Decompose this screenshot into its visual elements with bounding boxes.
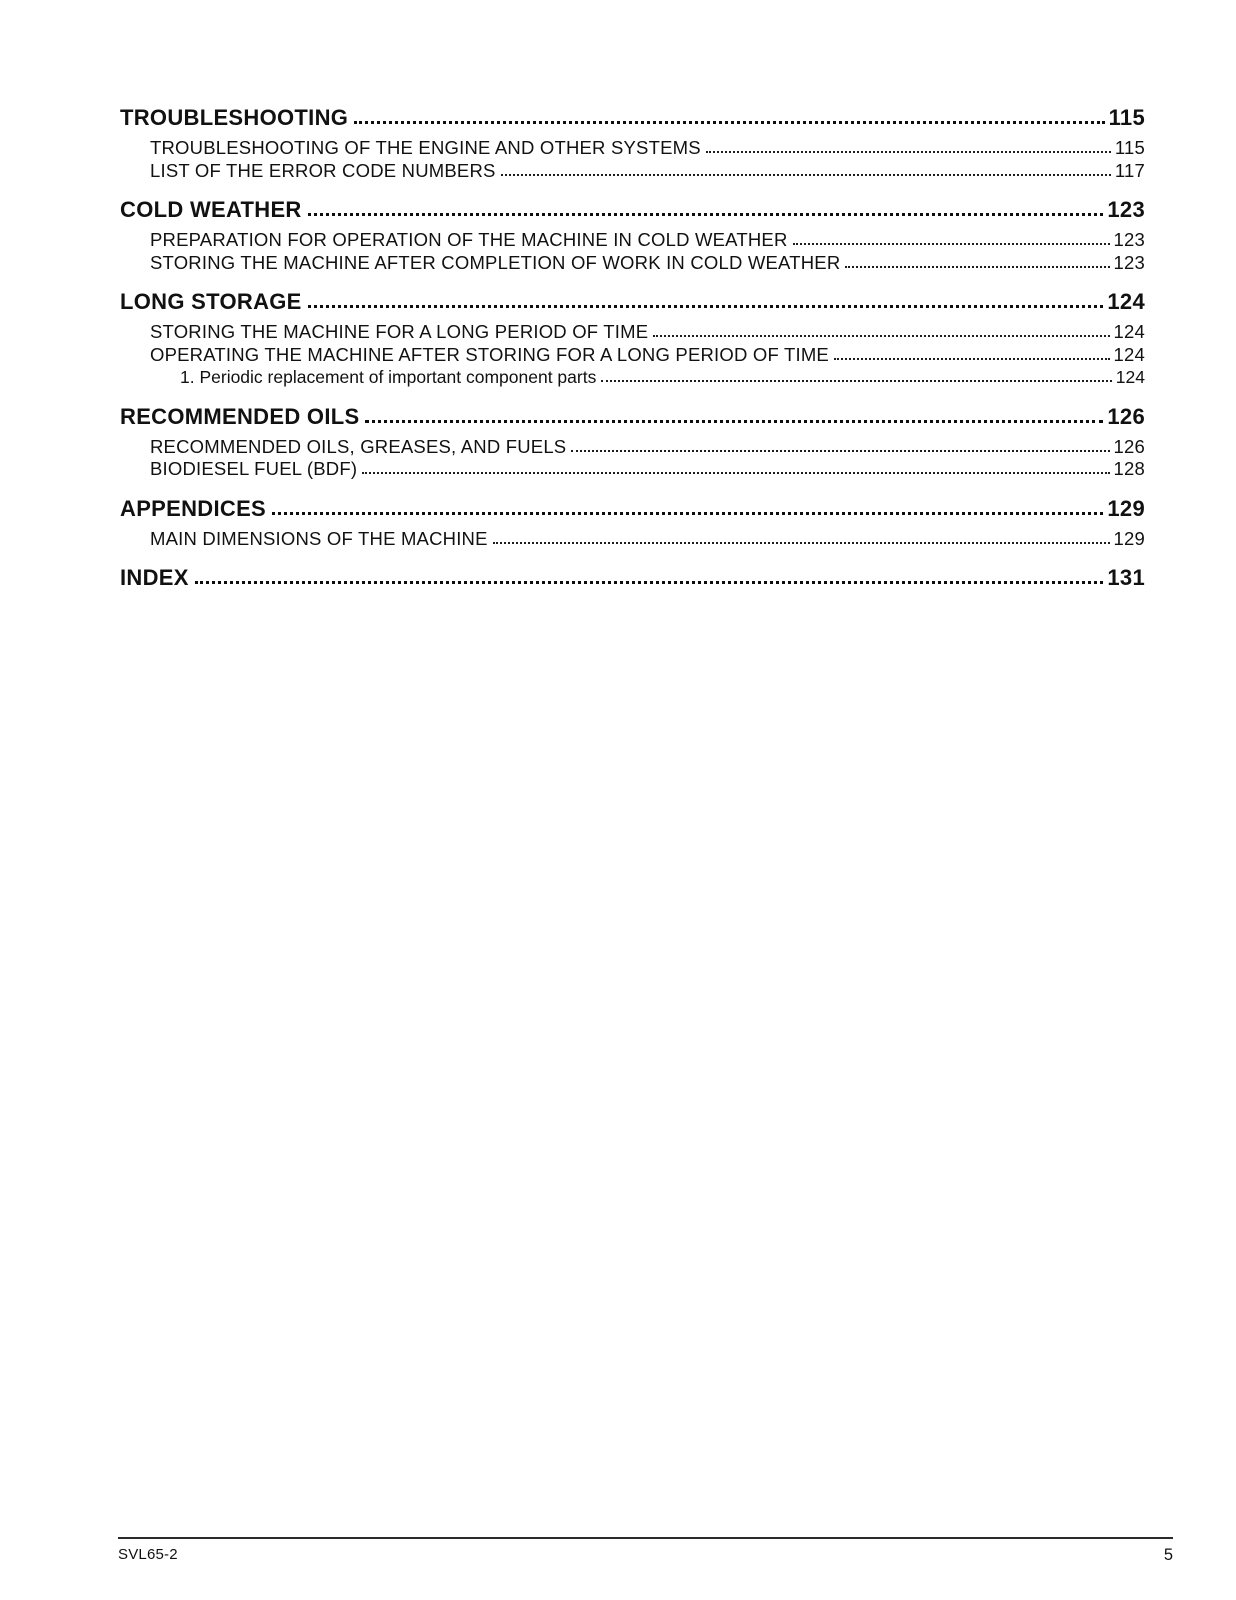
toc-entry-page: 124 xyxy=(1113,321,1145,342)
toc-entry-title: INDEX xyxy=(120,565,189,590)
dot-leader xyxy=(354,121,1104,124)
toc-entry-page: 115 xyxy=(1108,105,1145,130)
toc-entry-title: LONG STORAGE xyxy=(120,289,302,314)
dot-leader xyxy=(365,420,1103,423)
toc-entry-page: 123 xyxy=(1113,229,1145,250)
footer-model-code: SVL65-2 xyxy=(118,1546,178,1563)
dot-leader xyxy=(793,243,1110,245)
toc-entry-page: 123 xyxy=(1113,251,1145,273)
toc-entry-title: TROUBLESHOOTING OF THE ENGINE AND OTHER SYSTEMS xyxy=(150,137,701,158)
toc-entry-page: 126 xyxy=(1107,403,1145,429)
toc-entry-title: 1. Periodic replacement of important component parts xyxy=(180,367,597,387)
toc-entry xyxy=(120,321,1145,344)
toc-entry-title: STORING THE MACHINE AFTER COMPLETION OF WORK IN COLD WEATHER xyxy=(150,251,841,273)
toc-entry xyxy=(120,287,1145,317)
toc-entry-page: 124 xyxy=(1115,367,1145,387)
toc-entry-page: 124 xyxy=(1107,289,1145,314)
toc-entry-page: 128 xyxy=(1113,458,1145,479)
toc-entry xyxy=(120,436,1145,459)
toc-entry-title: MAIN DIMENSIONS OF THE MACHINE xyxy=(150,527,488,549)
toc-entry-title: TROUBLESHOOTING xyxy=(120,105,349,130)
toc-entry xyxy=(120,494,1145,524)
toc-entry-page: 126 xyxy=(1113,435,1145,457)
toc-entry-title: OPERATING THE MACHINE AFTER STORING FOR A LONG PERIOD OF TIME xyxy=(150,343,829,365)
dot-leader xyxy=(308,305,1104,308)
dot-leader xyxy=(601,380,1111,382)
toc-entry-title: BIODIESEL FUEL (BDF) xyxy=(150,458,358,479)
toc-entry xyxy=(120,252,1145,275)
toc-entry-title: RECOMMENDED OILS, GREASES, AND FUELS xyxy=(150,435,567,457)
toc-entry xyxy=(120,366,1145,389)
page-footer xyxy=(118,1537,1173,1565)
toc-entry xyxy=(120,229,1145,252)
toc-entry-title: LIST OF THE ERROR CODE NUMBERS xyxy=(150,159,496,181)
toc-entry xyxy=(120,103,1145,133)
toc-entry xyxy=(120,344,1145,367)
dot-leader xyxy=(362,472,1109,474)
dot-leader xyxy=(706,151,1111,153)
toc-entry xyxy=(120,528,1145,551)
toc-entry-title: COLD WEATHER xyxy=(120,197,302,222)
toc-entry-page: 129 xyxy=(1107,495,1145,521)
dot-leader xyxy=(308,213,1104,216)
toc-entry-page: 129 xyxy=(1113,527,1145,549)
toc-entry-page: 131 xyxy=(1107,565,1145,590)
dot-leader xyxy=(501,174,1111,176)
dot-leader xyxy=(195,581,1104,584)
dot-leader xyxy=(493,542,1110,544)
footer-page-number: 5 xyxy=(1163,1546,1173,1564)
toc-entry-page: 123 xyxy=(1107,197,1145,222)
toc-entry-title: APPENDICES xyxy=(120,495,267,521)
toc-entry-page: 124 xyxy=(1113,343,1145,365)
toc-entry xyxy=(120,402,1145,432)
toc-entry-title: STORING THE MACHINE FOR A LONG PERIOD OF TIME xyxy=(150,321,649,342)
toc-entry xyxy=(120,195,1145,225)
toc-entry-title: RECOMMENDED OILS xyxy=(120,403,360,429)
toc-entry-title: PREPARATION FOR OPERATION OF THE MACHINE IN COLD WEATHER xyxy=(150,229,788,250)
toc-entry xyxy=(120,160,1145,183)
dot-leader xyxy=(845,266,1109,268)
dot-leader xyxy=(571,450,1109,452)
toc-entry xyxy=(120,137,1145,160)
toc-entry xyxy=(120,458,1145,481)
dot-leader xyxy=(653,335,1109,337)
table-of-contents xyxy=(120,103,1145,597)
toc-entry xyxy=(120,563,1145,593)
dot-leader xyxy=(272,512,1103,515)
toc-entry-page: 115 xyxy=(1114,137,1145,158)
toc-entry-page: 117 xyxy=(1114,159,1145,181)
dot-leader xyxy=(834,358,1110,360)
